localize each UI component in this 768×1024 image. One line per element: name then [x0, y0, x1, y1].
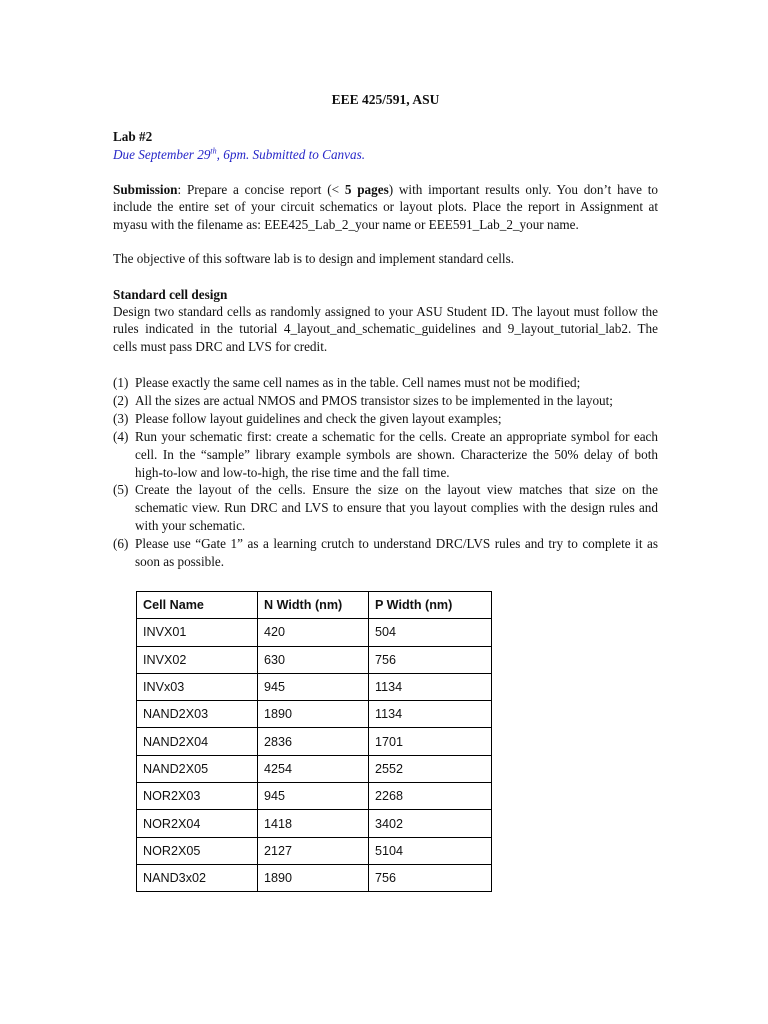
list-text: Please follow layout guidelines and check the given layout examples; — [135, 410, 502, 426]
list-text: Please use “Gate 1” as a learning crutch to understand DRC/LVS rules and try to complete it as soon as possible. — [135, 536, 658, 570]
lab-number: Lab #2 — [113, 129, 153, 144]
due-prefix: Due September 29 — [113, 147, 211, 162]
p-width: 504 — [369, 619, 492, 646]
table-row — [137, 837, 492, 864]
list-text: Please exactly the same cell names as in the table. Cell names must not be modified; — [135, 375, 581, 390]
table-row — [137, 701, 492, 728]
cell-size-table — [136, 591, 492, 892]
due-date-line — [113, 146, 658, 163]
standard-cell-paragraph: Design two standard cells as randomly assigned to your ASU Student ID. The layout must follow the rules indicated in the tutorial 4_layout_and_schematic_guidelines and 9_layout_tutorial_lab2. The cells must pass DRC and LVS for credit. — [113, 304, 658, 354]
cell-name: NOR2X03 — [137, 783, 258, 810]
n-width: 1418 — [258, 810, 369, 837]
list-item — [113, 535, 658, 571]
list-number: (5) — [113, 482, 129, 498]
cell-name: INVX01 — [137, 619, 258, 646]
table-row — [137, 755, 492, 782]
list-number: (1) — [113, 375, 129, 390]
table-row — [137, 728, 492, 755]
cell-name: NAND2X05 — [137, 755, 258, 782]
cell-name: NAND2X03 — [137, 701, 258, 728]
n-width: 1890 — [258, 701, 369, 728]
table-row — [137, 619, 492, 646]
list-item — [113, 374, 658, 392]
p-width: 2268 — [369, 783, 492, 810]
cell-name: NOR2X04 — [137, 810, 258, 837]
table-header-row — [137, 592, 492, 619]
n-width: 4254 — [258, 755, 369, 782]
cell-name: INVx03 — [137, 673, 258, 700]
p-width: 5104 — [369, 837, 492, 864]
table-row — [137, 810, 492, 837]
cell-name: NOR2X05 — [137, 837, 258, 864]
p-width: 1134 — [369, 673, 492, 700]
list-number: (4) — [113, 428, 129, 444]
p-width: 3402 — [369, 810, 492, 837]
cell-name: INVX02 — [137, 646, 258, 673]
page-title: EEE 425/591, ASU — [331, 92, 440, 107]
objective-paragraph: The objective of this software lab is to design and implement standard cells. — [113, 251, 515, 266]
n-width: 945 — [258, 783, 369, 810]
instruction-list — [113, 374, 658, 571]
table-row — [137, 646, 492, 673]
n-width: 2127 — [258, 837, 369, 864]
due-suffix: , 6pm. Submitted to Canvas. — [216, 147, 366, 162]
n-width: 1890 — [258, 864, 369, 891]
list-number: (6) — [113, 536, 129, 552]
n-width: 420 — [258, 619, 369, 646]
list-item — [113, 410, 658, 428]
table-row — [137, 783, 492, 810]
cell-name: NAND2X04 — [137, 728, 258, 755]
list-number: (3) — [113, 410, 129, 426]
n-width: 945 — [258, 673, 369, 700]
submission-paragraph — [113, 181, 658, 233]
table-row — [137, 864, 492, 891]
p-width: 1701 — [369, 728, 492, 755]
table-row — [137, 673, 492, 700]
page-limit: 5 pages — [344, 182, 389, 197]
list-number: (2) — [113, 392, 129, 408]
list-text: Run your schematic first: create a schematic for the cells. Create an appropriate symbol for each cell. In the “sample” library example symbols are shown. Characterize the 50% delay of both high-to-low and low-to-high, the rise time and the fall time. — [135, 428, 658, 480]
column-header-p-width: P Width (nm) — [369, 592, 492, 619]
submission-text-2: ) with important results only. You don’t have to include the entire set of your circuit schematics or layout plots. Place the report in Assignment at myasu with the filename as: EEE425_Lab_2_your name or EEE591_Lab_2_your name. — [113, 182, 659, 232]
list-text: Create the layout of the cells. Ensure the size on the layout view matches that size on the schematic view. Run DRC and LVS to ensure that you layout complies with the design rules and with your schematic. — [135, 482, 658, 534]
p-width: 756 — [369, 864, 492, 891]
column-header-cell-name: Cell Name — [137, 592, 258, 619]
n-width: 630 — [258, 646, 369, 673]
cell-name: NAND3x02 — [137, 864, 258, 891]
p-width: 2552 — [369, 755, 492, 782]
due-ordinal-suffix: th — [210, 146, 217, 156]
list-item — [113, 428, 658, 482]
n-width: 2836 — [258, 728, 369, 755]
p-width: 756 — [369, 646, 492, 673]
list-item — [113, 392, 658, 410]
submission-label: Submission — [113, 182, 178, 197]
section-heading: Standard cell design — [113, 287, 228, 302]
list-item — [113, 481, 658, 535]
p-width: 1134 — [369, 701, 492, 728]
list-text: All the sizes are actual NMOS and PMOS transistor sizes to be implemented in the layout; — [135, 392, 613, 408]
column-header-n-width: N Width (nm) — [258, 592, 369, 619]
submission-text-1: : Prepare a concise report (< — [177, 182, 345, 197]
